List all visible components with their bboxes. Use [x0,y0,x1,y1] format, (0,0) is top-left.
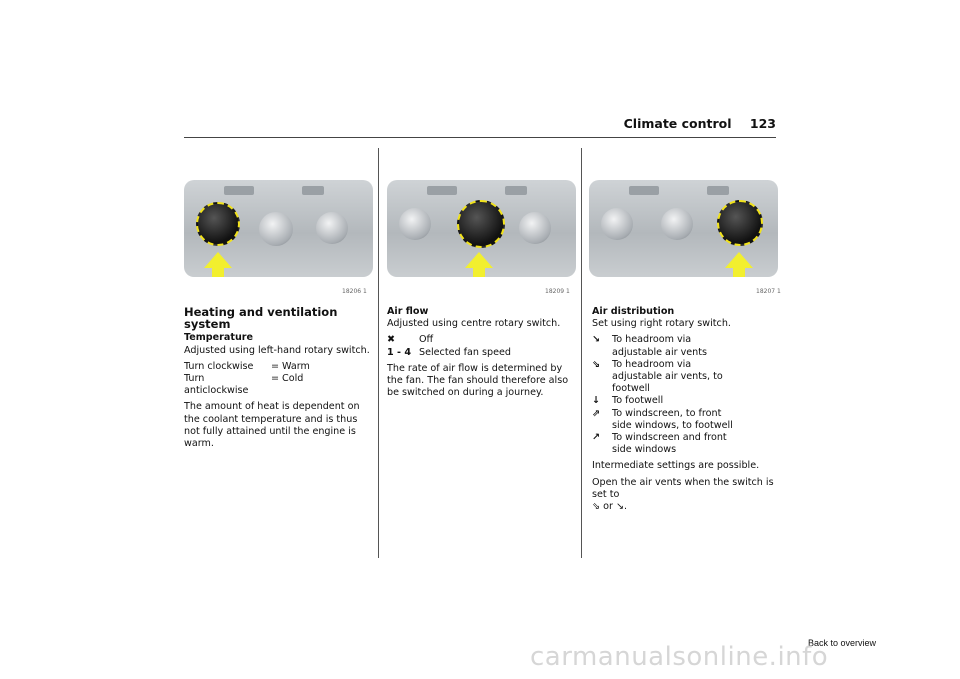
intro-text: Adjusted using left-hand rotary switch. [184,344,370,356]
body-text: Open the air vents when the switch is set to ⇘ or ↘. [592,476,774,513]
body-text: The amount of heat is dependent on the coolant temperature and is thus not fully attained until the engine is warm. [184,401,360,450]
table-row: ↘ To headroom via adjustable air vents [592,334,708,358]
fan-knob [661,208,693,240]
column-air-distribution [592,306,778,517]
table-row: ⇗ To windscreen, to front side windows, to footwell [592,407,733,431]
column-temperature [184,306,374,454]
fan-knob [259,212,293,246]
footwell-icon: ↓ [592,395,601,407]
back-to-overview-link[interactable]: Back to overview [808,638,877,648]
figure-number: 18209 1 [545,288,570,295]
table-row: Turn clockwise = Warm [184,360,310,372]
fan-off-icon: ✖ [387,334,396,346]
distribution-knob-highlight [717,200,763,246]
column-divider-2 [581,148,582,558]
watermark: carmanualsonline.info [530,642,829,672]
table-row: 1 - 4 Selected fan speed [387,346,512,358]
table-row: ✖ Off [387,334,434,346]
headroom-footwell-icon: ⇘ [592,358,601,370]
subheading: Temperature [184,332,254,344]
temperature-knob [399,208,431,240]
temperature-table [184,361,310,398]
section-heading: Heating and ventilation system [184,305,338,332]
page-header [600,116,776,131]
table-row: Turn anticlockwise = Cold [184,373,304,397]
distribution-table [592,334,740,456]
windscreen-icon: ↗ [592,432,601,444]
intro-text: Set using right rotary switch. [592,318,731,330]
table-row: ↗ To windscreen and front side windows [592,432,727,456]
figure-fan-knob [387,180,576,277]
intro-text: Adjusted using centre rotary switch. [387,318,561,330]
figure-number: 18206 1 [342,288,367,295]
headroom-icon: ↘ [616,501,625,513]
table-row: ⇘ To headroom via adjustable air vents, to footwell [592,358,723,395]
fan-knob-highlight [457,200,505,248]
headroom-icon: ↘ [592,334,601,346]
page-number: 123 [749,116,776,131]
figure-number: 18207 1 [756,288,781,295]
fan-table [387,334,511,358]
subheading: Air flow [387,306,429,317]
subheading: Air distribution [592,306,675,317]
header-rule [184,137,776,138]
distribution-knob [519,212,551,244]
distribution-knob [316,212,348,244]
temperature-knob-highlight [196,202,240,246]
table-row: ↓ To footwell [592,395,664,407]
windscreen-footwell-icon: ⇗ [592,407,601,419]
figure-temperature-knob [184,180,373,277]
body-text: The rate of air flow is determined by the fan. The fan should therefore also be switched on during a journey. [387,362,569,399]
section-title: Climate control [623,116,732,131]
column-air-flow [387,306,573,403]
temperature-knob [601,208,633,240]
body-text: Intermediate settings are possible. [592,460,760,472]
figure-distribution-knob [589,180,778,277]
headroom-footwell-icon: ⇘ [592,501,601,513]
column-divider-1 [378,148,379,558]
